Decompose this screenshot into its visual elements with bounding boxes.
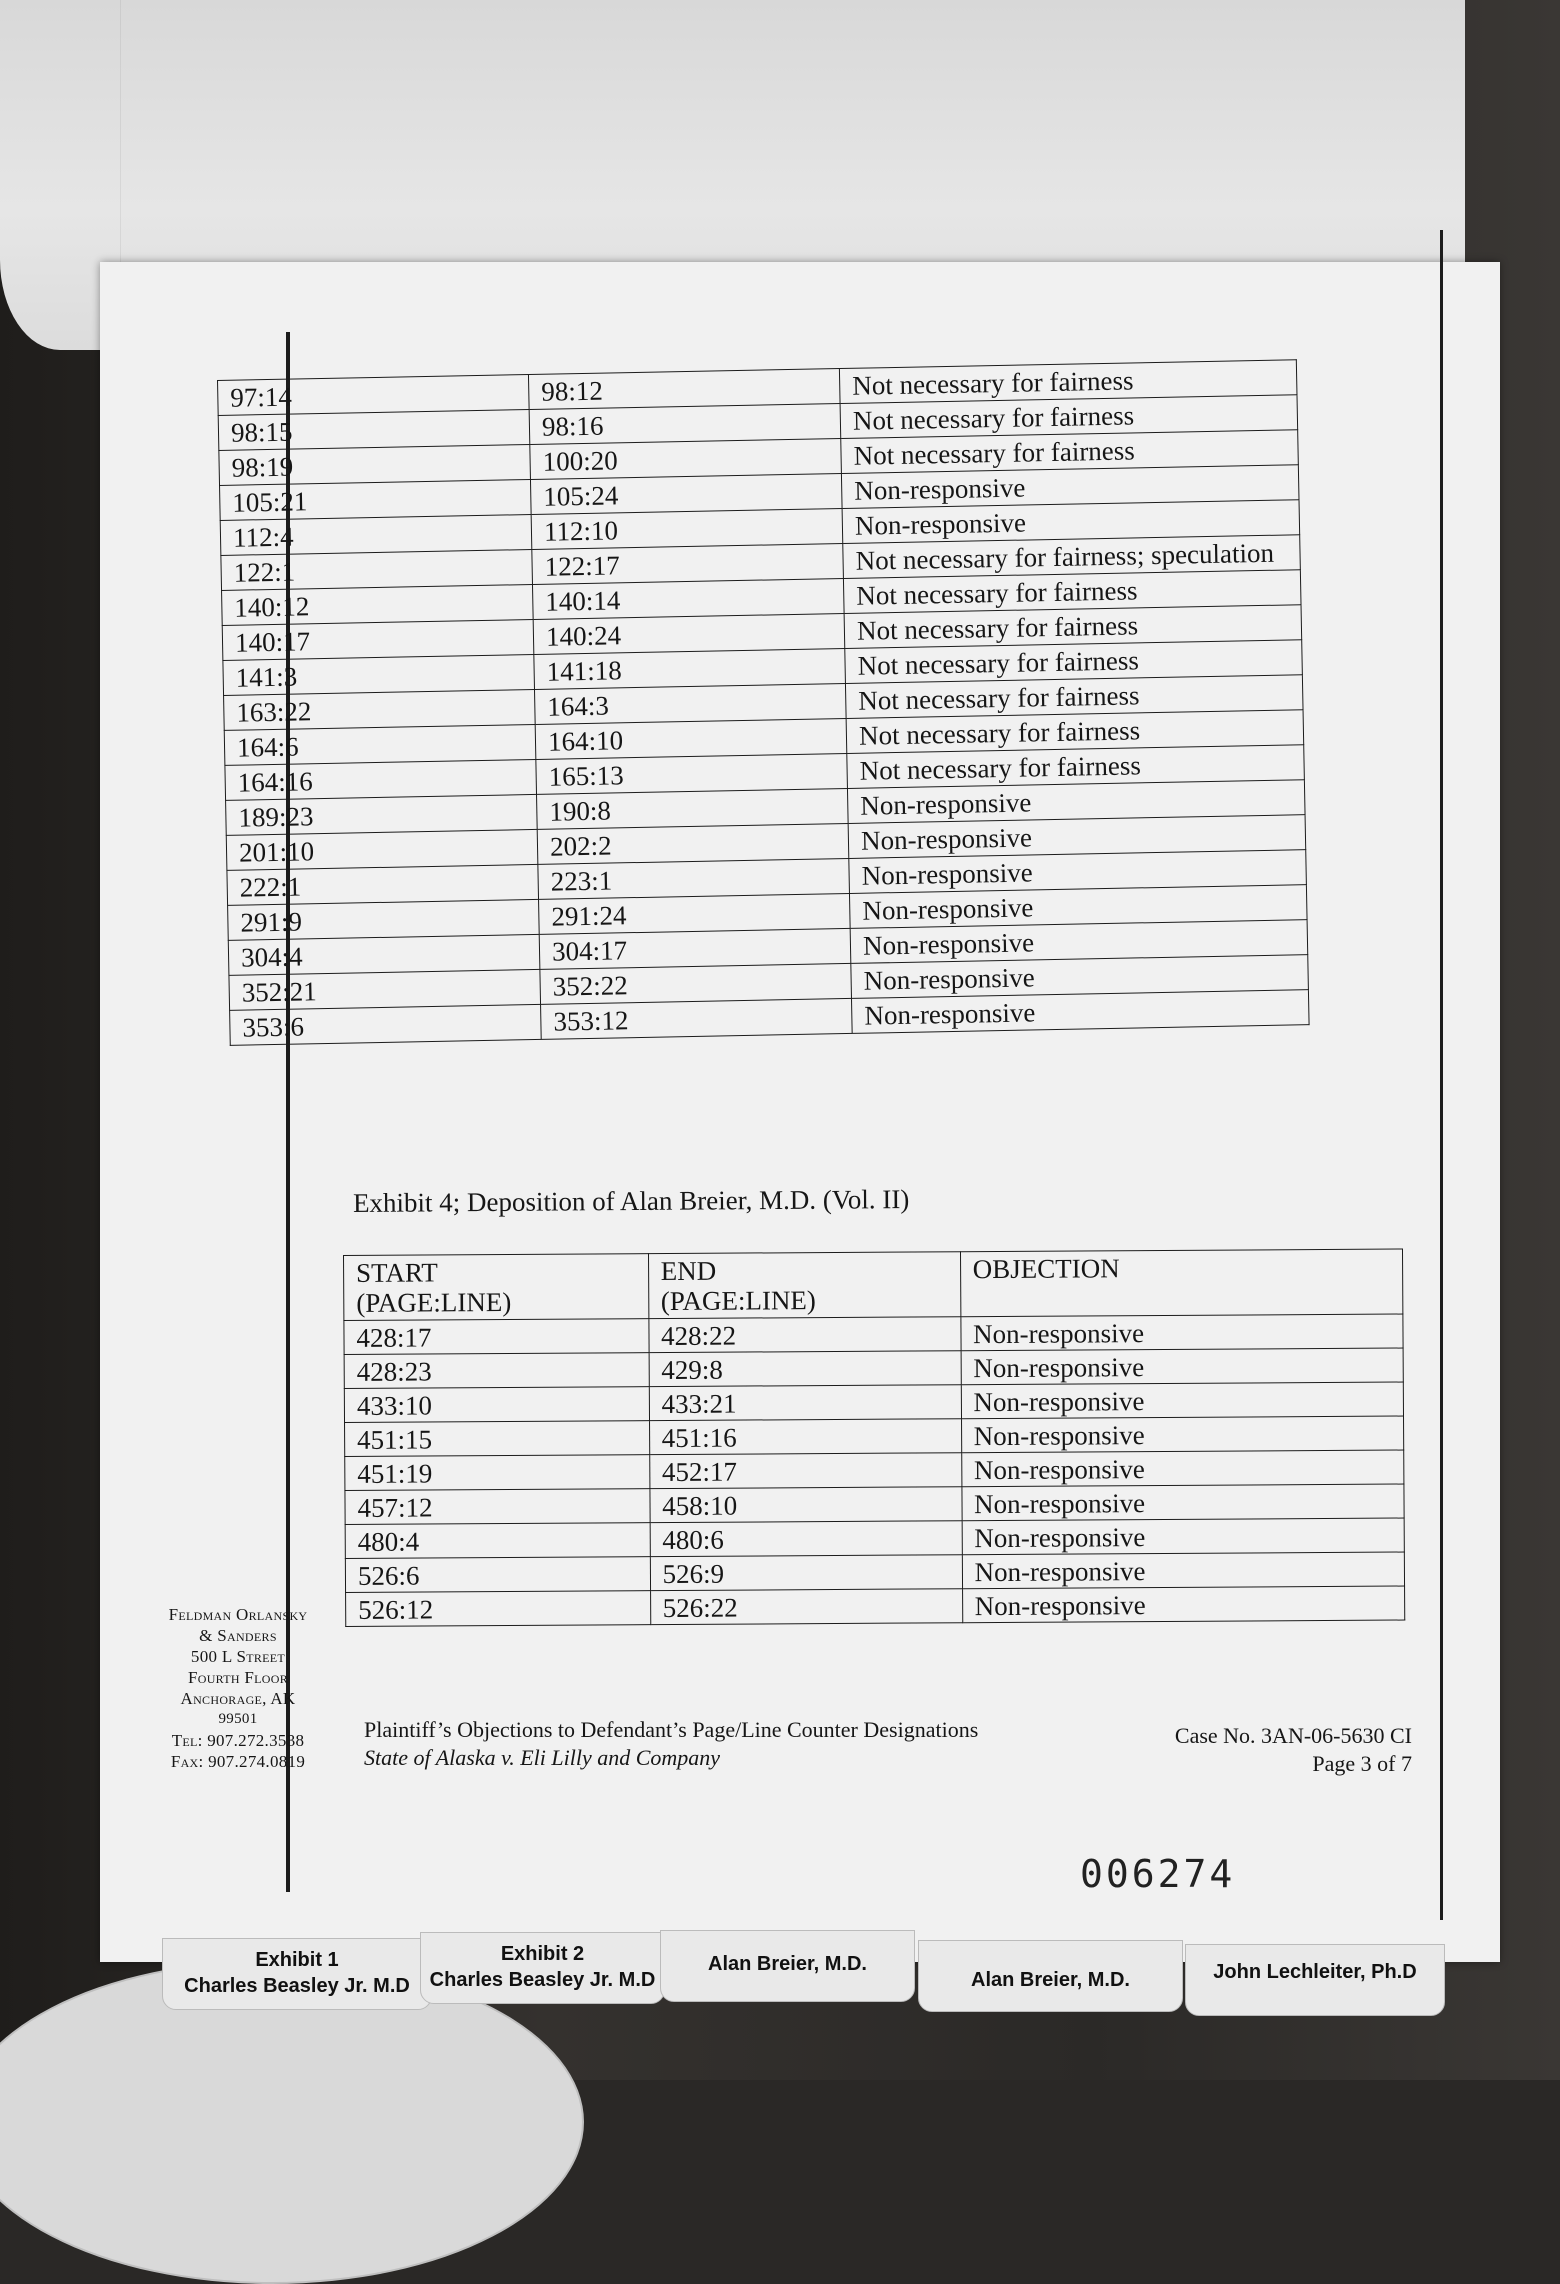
- start-cell: 97:14: [218, 375, 530, 416]
- exhibit-4-title: Exhibit 4; Deposition of Alan Breier, M.D. (Vol. II): [352, 1184, 910, 1218]
- start-cell: 141:3: [223, 654, 535, 695]
- end-cell: 164:3: [535, 683, 847, 724]
- start-cell: 526:12: [346, 1591, 651, 1627]
- start-cell: 428:17: [344, 1319, 649, 1355]
- start-cell: 164:16: [225, 759, 537, 800]
- start-header-line1: START: [356, 1257, 438, 1288]
- end-cell: 428:22: [648, 1317, 960, 1353]
- end-cell: 526:9: [650, 1555, 962, 1591]
- objection-cell: Non-responsive: [961, 1484, 1404, 1521]
- start-cell: 98:15: [218, 410, 530, 451]
- tab-label: Exhibit 2: [500, 1943, 585, 1965]
- firm-zip: 99501: [218, 1711, 258, 1727]
- table-row: [346, 1586, 1405, 1626]
- end-cell: 202:2: [537, 823, 849, 864]
- footer-right: [1100, 1722, 1412, 1778]
- end-cell: 98:16: [529, 404, 841, 445]
- case-caption: State of Alaska v. Eli Lilly and Company: [364, 1745, 721, 1770]
- objection-cell: Non-responsive: [961, 1416, 1404, 1453]
- tab-exhibit-2[interactable]: [420, 1932, 665, 2004]
- start-cell: 451:15: [345, 1421, 650, 1457]
- end-cell: 223:1: [538, 858, 850, 899]
- end-cell: 429:8: [649, 1351, 961, 1387]
- end-cell: 100:20: [530, 439, 842, 480]
- start-cell: 122:1: [221, 549, 533, 590]
- tab-sublabel: Charles Beasley Jr. M.D: [429, 1969, 656, 1991]
- objection-cell: Not necessary for fairness: [839, 360, 1296, 404]
- table-body: [218, 360, 1310, 1046]
- start-cell: 451:19: [345, 1455, 650, 1491]
- start-cell: 353:6: [230, 1004, 542, 1045]
- objection-cell: Non-responsive: [852, 990, 1309, 1034]
- objection-cell: Non-responsive: [961, 1382, 1404, 1419]
- start-cell: 457:12: [345, 1489, 650, 1525]
- objection-cell: Not necessary for fairness: [846, 710, 1303, 754]
- start-cell: 480:4: [345, 1523, 650, 1559]
- objection-cell: Not necessary for fairness: [846, 675, 1303, 719]
- firm-fax: Fax: 907.274.0819: [170, 1752, 306, 1771]
- objection-cell: Not necessary for fairness; speculation: [843, 535, 1300, 579]
- end-cell: 190:8: [537, 788, 849, 829]
- end-cell: 526:22: [650, 1589, 962, 1625]
- tab-sublabel: Charles Beasley Jr. M.D: [184, 1975, 410, 1997]
- objection-cell: Not necessary for fairness: [844, 570, 1301, 614]
- objection-cell: Non-responsive: [961, 1450, 1404, 1487]
- firm-city: Anchorage, AK: [180, 1689, 296, 1708]
- tab-label: Alan Breier, M.D.: [708, 1953, 867, 1975]
- objection-cell: Non-responsive: [849, 850, 1306, 894]
- objection-cell: Not necessary for fairness: [841, 430, 1298, 474]
- end-cell: 352:22: [540, 963, 852, 1004]
- objection-cell: Non-responsive: [962, 1518, 1405, 1555]
- right-margin-rule: [1440, 230, 1443, 1920]
- start-cell: 352:21: [229, 969, 541, 1010]
- start-cell: 112:4: [220, 514, 532, 555]
- end-cell: 105:24: [531, 474, 843, 515]
- start-cell: 433:10: [344, 1387, 649, 1423]
- table-body: [344, 1249, 1405, 1626]
- end-cell: 140:24: [533, 614, 845, 655]
- end-cell: 98:12: [528, 369, 840, 410]
- document-title: Plaintiff’s Objections to Defendant’s Page/Line Counter Designations: [364, 1717, 979, 1742]
- start-cell: 189:23: [226, 794, 538, 835]
- firm-name-2: & Sanders: [199, 1626, 277, 1645]
- end-cell: 433:21: [649, 1385, 961, 1421]
- start-cell: 222:1: [227, 864, 539, 905]
- objection-cell: Non-responsive: [851, 955, 1308, 999]
- firm-floor: Fourth Floor: [187, 1668, 289, 1687]
- tab-label: Alan Breier, M.D.: [971, 1969, 1130, 1991]
- designations-table-continued: [217, 359, 1310, 1046]
- page-number: Page 3 of 7: [1312, 1751, 1412, 1776]
- end-cell: 458:10: [650, 1487, 962, 1523]
- objection-cell: Non-responsive: [850, 920, 1307, 964]
- objection-cell: Not necessary for fairness: [844, 605, 1301, 649]
- objection-cell: Non-responsive: [842, 500, 1299, 544]
- end-header: [648, 1252, 960, 1319]
- start-cell: 140:12: [222, 584, 534, 625]
- end-cell: 140:14: [533, 579, 845, 620]
- end-header-line1: END: [660, 1255, 717, 1287]
- tab-exhibit-5[interactable]: [1185, 1944, 1445, 2016]
- firm-street: 500 L Street: [190, 1647, 286, 1666]
- case-number: Case No. 3AN-06-5630 CI: [1174, 1723, 1412, 1748]
- start-header: [344, 1254, 649, 1321]
- objection-cell: Non-responsive: [848, 815, 1305, 859]
- end-cell: 353:12: [541, 998, 853, 1039]
- objection-cell: Non-responsive: [850, 885, 1307, 929]
- end-cell: 291:24: [539, 893, 851, 934]
- end-header-line2: (PAGE:LINE): [660, 1285, 816, 1317]
- tab-exhibit-4[interactable]: [918, 1940, 1183, 2012]
- objection-cell: Non-responsive: [848, 780, 1305, 824]
- start-cell: 163:22: [224, 689, 536, 730]
- objection-cell: Not necessary for fairness: [840, 395, 1297, 439]
- end-cell: 122:17: [532, 544, 844, 585]
- start-cell: 201:10: [226, 829, 538, 870]
- start-cell: 98:19: [219, 445, 531, 486]
- objection-header: OBJECTION: [960, 1249, 1403, 1317]
- end-cell: 452:17: [649, 1453, 961, 1489]
- start-cell: 164:6: [224, 724, 536, 765]
- objection-cell: Not necessary for fairness: [847, 745, 1304, 789]
- end-cell: 480:6: [650, 1521, 962, 1557]
- objection-cell: Not necessary for fairness: [845, 640, 1302, 684]
- start-cell: 304:4: [228, 934, 540, 975]
- bates-number: 006274: [1080, 1852, 1236, 1896]
- tab-exhibit-1[interactable]: [162, 1938, 432, 2010]
- start-cell: 105:21: [220, 479, 532, 520]
- end-cell: 304:17: [539, 928, 851, 969]
- firm-tel: Tel: 907.272.3538: [171, 1731, 305, 1750]
- tab-label: Exhibit 1: [255, 1949, 339, 1971]
- tab-label: John Lechleiter, Ph.D: [1213, 1961, 1417, 1983]
- objection-cell: Non-responsive: [961, 1348, 1404, 1385]
- end-cell: 112:10: [531, 509, 843, 550]
- end-cell: 165:13: [536, 753, 848, 794]
- objection-cell: Non-responsive: [960, 1314, 1403, 1351]
- objection-cell: Non-responsive: [842, 465, 1299, 509]
- exhibit-4-table: [343, 1249, 1405, 1627]
- start-cell: 428:23: [344, 1353, 649, 1389]
- firm-name: Feldman Orlansky: [168, 1605, 308, 1624]
- end-cell: 141:18: [534, 648, 846, 689]
- footer-left: [364, 1716, 978, 1772]
- start-cell: 526:6: [345, 1557, 650, 1593]
- end-cell: 451:16: [649, 1419, 961, 1455]
- start-cell: 291:9: [228, 899, 540, 940]
- table-header-row: [344, 1249, 1403, 1320]
- end-cell: 164:10: [535, 718, 847, 759]
- start-cell: 140:17: [222, 619, 534, 660]
- tab-exhibit-3[interactable]: [660, 1930, 915, 2002]
- objection-cell: Non-responsive: [962, 1552, 1405, 1589]
- firm-block: [148, 1604, 328, 1772]
- objection-cell: Non-responsive: [962, 1586, 1405, 1623]
- start-header-line2: (PAGE:LINE): [356, 1286, 512, 1318]
